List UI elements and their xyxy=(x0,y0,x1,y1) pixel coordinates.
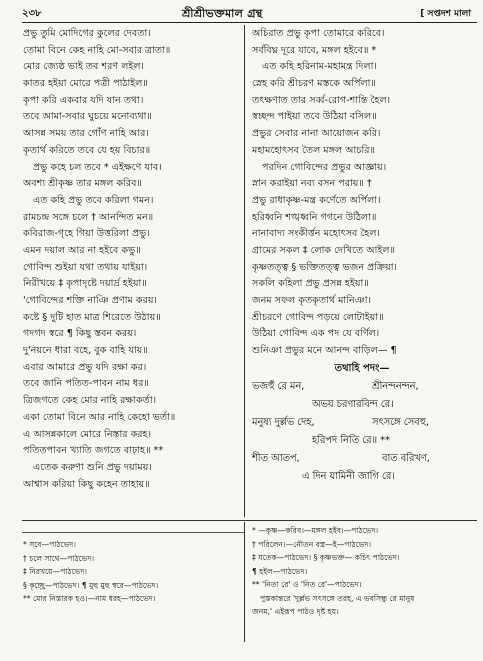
verse-line: আশ্বাস করিয়া কিছু কহেন তাহায়॥ xyxy=(23,478,150,490)
pada-text: শ্রীনন্দনন্দন, xyxy=(372,380,419,392)
verse-line: স্নেহ করি শ্রীচরণ মস্তকে অর্পিলা॥ xyxy=(252,78,376,90)
footnote-column-divider xyxy=(244,522,245,642)
footnote: ‡ নিরখয়ে—পাঠভেদ। xyxy=(23,567,88,576)
pada-line xyxy=(252,468,472,486)
footnote: † চলে সাথে—পাঠভেদ। xyxy=(23,553,95,563)
verse-line: কৃষ্ণতত্ত্ব § ভক্তিতত্ত্ব ভজন প্রক্রিয়া। xyxy=(252,261,397,273)
verse-line: কৃপা করি একবার যদি যান তথা। xyxy=(23,94,144,106)
footnote: † পরিলেন।—নৌতন বস্ত্র—ই—পাঠভেদ। xyxy=(252,539,372,549)
verse-line: এমন দয়াল আর না হইবে কভু॥ xyxy=(23,244,141,256)
verse-line: তৎক্ষণাত তার সর্ব্ব-রোগ-শান্তি হৈল। xyxy=(252,94,391,106)
verse-line: পতিতপাবন খ্যাতি জগতে বাঢ়াহ॥ ** xyxy=(23,445,164,457)
verse-line: 'গোবিন্দের শক্তি নাঞি প্রণাম করয়। xyxy=(23,295,157,306)
verse-line: কৃতার্থ করিতে তবে যে হয় বিচার॥ xyxy=(23,144,151,156)
verse-line: এত কহি প্রভু তবে করিলা গমন। xyxy=(33,194,154,206)
verse-line: অচিরাত প্রভু কৃপা তোমারে করিবে। xyxy=(252,28,385,39)
footnote: ‡ যতেক—পাঠভেদ। § কৃষ্ণভক্ত— কচিৎ পাঠভেদ। xyxy=(252,553,400,562)
pada-line xyxy=(252,396,472,414)
verse-line: কাতর হইয়া মোরে পত্রী পাঠাইল॥ xyxy=(23,78,148,90)
footnote: জনম,' এইরূপ পাঠও দৃষ্ট হয়। xyxy=(252,607,339,616)
verse-line: মহামহোৎসব তৈল মঙ্গল আচরি॥ xyxy=(252,144,375,156)
verse-line: প্রভুর সেবার নানা আয়োজন করি। xyxy=(252,128,381,140)
left-column xyxy=(23,26,243,493)
footnotes-left xyxy=(23,538,243,606)
verse-line: প্রভু তুমি মোদিগের কুলের দেবতা। xyxy=(23,28,151,39)
verse-line: তবে আমা-সবার ঘুচয়ে মনোব্যথা॥ xyxy=(23,111,152,123)
footnote: ** 'নিতা রে' ও 'নিত রে'—পাঠভেদ। xyxy=(252,580,362,589)
pada-text: মনুষ্য দুর্ল্লভ দেহ, xyxy=(252,416,315,428)
pada-text: শীত আতপ, xyxy=(252,452,300,464)
verse-line: গ্রামের সকল ‡ লোক দেখিতে আইল॥ xyxy=(252,244,395,256)
verse-line: শুনিঞা প্রভুর মনে আনন্দ বাড়িল— ¶ xyxy=(252,345,397,357)
verse-line: শ্রীচরণে গোবিন্দ পড়য়ে লোটাইয়া॥ xyxy=(252,311,384,323)
verse-line: ত্রিজগতে কেহ মোর নাহি রক্ষাকর্তা। xyxy=(23,395,157,407)
verse-line: প্রভু কহে চল তবে * এইক্ষণে যাব। xyxy=(33,161,162,173)
verse-line: নিরীখয়ে ‡ কৃপাদৃষ্টে দয়ার্দ্র হইয়া॥ xyxy=(23,278,147,290)
verse-line: গদগদ স্বরে ¶ কিছু স্তবন করয়। xyxy=(23,328,137,340)
footnote: ** মোর নিস্তারক হও।—নাম ধরহ—পাঠভেদ। xyxy=(23,594,156,603)
footnote: ¶ হইল—পাঠভেদ। xyxy=(252,566,308,576)
verse-line: সর্ববিঘ্ন দূরে যাবে, মঙ্গল হইবে॥ * xyxy=(252,44,377,56)
page-header xyxy=(22,6,477,22)
pada-line xyxy=(252,432,472,450)
pada-text: সৎসঙ্গে সেবহু, xyxy=(372,416,429,428)
right-column xyxy=(252,26,472,486)
verse-line: সকলি কহিলা প্রভু প্রসন্ন হইয়া॥ xyxy=(252,278,369,290)
section-label: [ সপ্তদশ মালা xyxy=(420,9,471,19)
verse-line: জনম সফল কৃতকৃতার্থ মানিঞা। xyxy=(252,295,372,306)
verse-line: কবিরাজ-গৃহে গিয়া উত্তরিলা প্রভু। xyxy=(23,228,150,240)
pada-line xyxy=(252,450,472,468)
verse-line: স্বচ্ছন্দ পাইয়া তবে উঠিয়া বসিল॥ xyxy=(252,111,377,123)
verse-line: প্রভু রাধাকৃষ্ণ-মন্ত্র কর্ণেতে অর্পিলা। xyxy=(252,194,381,206)
footnote: * —কৃষ্ণ—করিব।—মঙ্গল হইব।—পাঠভেদ। xyxy=(252,526,379,535)
verse-line: রামচন্দ্র সঙ্গে চলে † আনন্দিত মন॥ xyxy=(23,211,154,223)
pada-line xyxy=(252,378,472,396)
verse-line: আসন্ন সময় তার গোঁণ নাহি আর। xyxy=(23,128,149,140)
verse-line: এত কহি হরিনাম-মহামন্ত্র দিলা। xyxy=(262,61,377,73)
pada-line xyxy=(252,414,472,432)
verse-line: একা তোমা বিনে আর নাহি কেহো ভর্তা॥ xyxy=(23,411,176,423)
pada-text: বাত বরিখণ, xyxy=(382,452,430,464)
footnote: পুস্তকান্তরে 'দুর্ল্লভ সৎসঙ্গে তরহ, এ ভবসিন্ধু রে মানুষ xyxy=(260,593,415,603)
pada-text: অভয় চরণারবিন্দ রে। xyxy=(312,398,394,410)
page-number: ২৩৮ xyxy=(22,8,42,19)
header-rule xyxy=(22,22,477,23)
pada-heading: তথাহি পদং— xyxy=(334,362,390,374)
verse-line: মোর জ্যেষ্ঠ ভাই তব শরণ লইল। xyxy=(23,61,144,73)
verse-line: কষ্টে § দুটি হাত মাত্র শিরেতে উঠায়॥ xyxy=(23,311,161,323)
verse-line: তবে জানি পতিত-পাবন নাম ধর॥ xyxy=(23,378,149,390)
footnote-rule xyxy=(22,520,477,521)
footnotes-right xyxy=(252,524,472,619)
footnote: * সবে—পাঠভেদ। xyxy=(23,540,76,549)
verse-line: এ আসন্নকালে মোরে নিস্তার করহ। xyxy=(23,428,152,440)
verse-line: হরিধ্বনি শঙ্খধ্বনি গগনে উঠিলা॥ xyxy=(252,211,377,223)
verse-line: উঠিয়া গোবিন্দ এক পদ যে বর্ণিল। xyxy=(252,328,380,340)
pada-text: হরিপদ নিতি রে॥ ** xyxy=(312,434,390,446)
verse-line: এবার আমারে প্রভু যদি রক্ষা কর। xyxy=(23,361,147,373)
verse-line: তোমা বিনে কেহ নাহি মো-সবার ত্রাতা॥ xyxy=(23,44,171,56)
verse-line: নানাবাদ্য সংকীর্ত্তন মহোৎসব হৈল। xyxy=(252,228,380,240)
footnote-left-rule xyxy=(22,532,244,533)
verse-line: পরদিন গোবিন্দের প্রভুর আজ্ঞায়। xyxy=(262,161,387,173)
running-title: শ্রীশ্রীভক্তমাল গ্রন্থ xyxy=(182,7,263,20)
verse-line: গোবিন্দ শুইয়া যথা তথায় যাইয়া। xyxy=(23,261,148,273)
verse-line: এতেক করুণা শুনি প্রভু দয়াময়। xyxy=(33,461,152,473)
verse-line: অবশ্য শ্রীকৃষ্ণ তার মঙ্গল করিব॥ xyxy=(23,178,142,190)
pada-text: এ দিন যামিনী জাগি রে। xyxy=(302,470,395,482)
verse-line: স্নান করাইয়া নব্য বসন পরায়॥ † xyxy=(252,178,372,190)
footnote: § কৃচ্ছ্রে—পাঠভেদ। ¶ মুহু মুহু স্বরে—পাঠভেদ। xyxy=(23,580,159,590)
verse-line: দু'নয়নে ধারা বহে, বুক বাহি যায়॥ xyxy=(23,345,148,357)
pada-text: ভজহুঁ রে মন, xyxy=(252,380,305,392)
column-divider xyxy=(244,25,245,517)
